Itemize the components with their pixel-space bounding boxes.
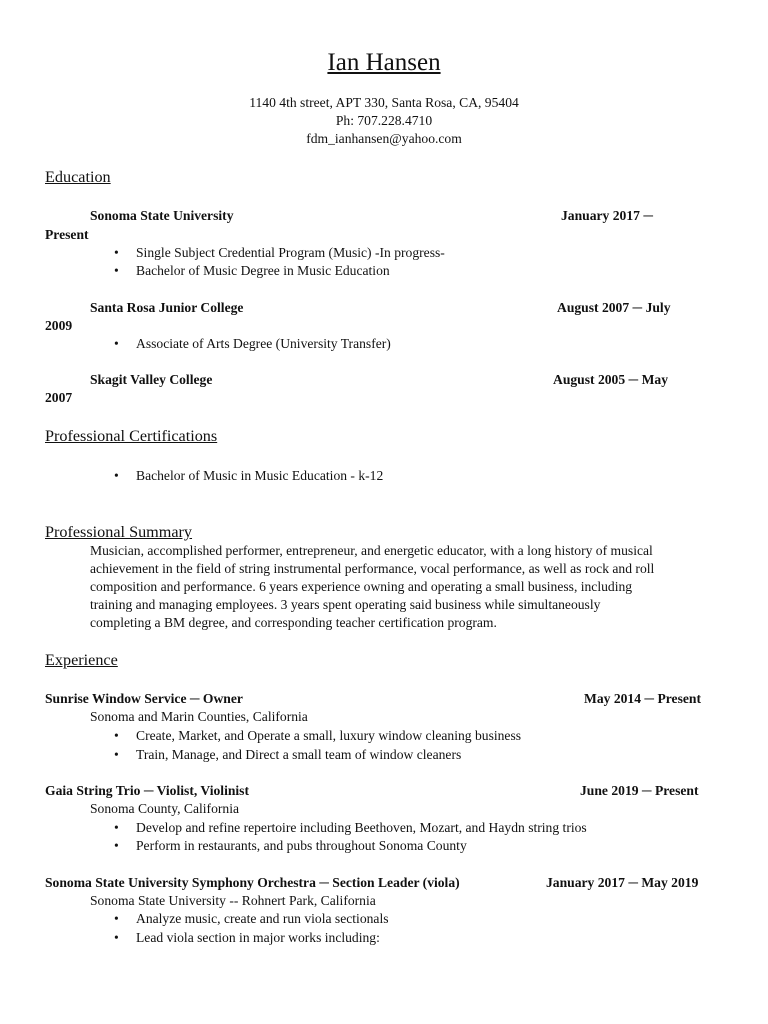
summary-line: Musician, accomplished performer, entrepreneur, and energetic educator, with a long history of musical — [90, 543, 653, 558]
certifications-heading: Professional Certifications — [45, 427, 218, 445]
list-item: Bachelor of Music Degree in Music Education — [136, 263, 390, 278]
list-item: Associate of Arts Degree (University Transfer) — [136, 336, 391, 351]
school-dates: August 2005 ─ May — [553, 372, 668, 387]
candidate-name: Ian Hansen — [327, 49, 441, 76]
summary-line: training and managing employees. 3 years spent operating said business while simultaneously — [90, 597, 601, 612]
job-title: Sonoma State University Symphony Orchestra ─ Section Leader (viola) — [45, 875, 460, 890]
bullet-icon: • — [114, 930, 119, 945]
summary-paragraph — [90, 542, 730, 632]
list-item: Develop and refine repertoire including Beethoven, Mozart, and Haydn string trios — [136, 820, 587, 835]
job-location: Sonoma and Marin Counties, California — [90, 709, 308, 724]
summary-line: composition and performance. 6 years experience owning and operating a small business, including — [90, 579, 633, 594]
list-item: Lead viola section in major works including: — [136, 930, 380, 945]
experience-heading: Experience — [45, 651, 118, 669]
bullet-icon: • — [114, 263, 119, 278]
job-title: Sunrise Window Service ─ Owner — [45, 691, 243, 706]
list-item: Analyze music, create and run viola sectionals — [136, 911, 389, 926]
summary-line: completing a BM degree, and corresponding teacher certification program. — [90, 615, 497, 630]
education-heading: Education — [45, 168, 111, 186]
bullet-icon: • — [114, 820, 119, 835]
phone: Ph: 707.228.4710 — [335, 113, 433, 128]
school-dates: January 2017 ─ — [561, 208, 653, 223]
job-location: Sonoma County, California — [90, 801, 240, 816]
job-title: Gaia String Trio ─ Violist, Violinist — [45, 783, 249, 798]
bullet-icon: • — [114, 747, 119, 762]
list-item: Create, Market, and Operate a small, luxury window cleaning business — [136, 728, 522, 743]
list-item: Perform in restaurants, and pubs throughout Sonoma County — [136, 838, 467, 853]
school-dates-cont: 2007 — [45, 390, 73, 405]
job-dates: May 2014 ─ Present — [584, 691, 701, 706]
job-dates: January 2017 ─ May 2019 — [546, 875, 699, 890]
email: fdm_ianhansen@yahoo.com — [306, 131, 462, 146]
school-dates-cont: 2009 — [45, 318, 73, 333]
bullet-icon: • — [114, 911, 119, 926]
school-dates: August 2007 ─ July — [557, 300, 671, 315]
list-item: Single Subject Credential Program (Music) -In progress- — [136, 245, 445, 260]
summary-line: achievement in the field of string instrumental performance, vocal performance, as well as rock and roll — [90, 561, 655, 576]
school-dates-cont: Present — [45, 227, 89, 242]
bullet-icon: • — [114, 336, 119, 351]
bullet-icon: • — [114, 728, 119, 743]
school-name: Skagit Valley College — [90, 372, 213, 387]
bullet-icon: • — [114, 245, 119, 260]
bullet-icon: • — [114, 468, 119, 483]
job-location: Sonoma State University -- Rohnert Park, California — [90, 893, 376, 908]
list-item: Train, Manage, and Direct a small team of window cleaners — [136, 747, 462, 762]
school-name: Sonoma State University — [90, 208, 234, 223]
summary-heading: Professional Summary — [45, 523, 193, 541]
address: 1140 4th street, APT 330, Santa Rosa, CA, 95404 — [249, 95, 519, 110]
school-name: Santa Rosa Junior College — [90, 300, 244, 315]
bullet-icon: • — [114, 838, 119, 853]
list-item: Bachelor of Music in Music Education - k-12 — [136, 468, 384, 483]
job-dates: June 2019 ─ Present — [580, 783, 699, 798]
